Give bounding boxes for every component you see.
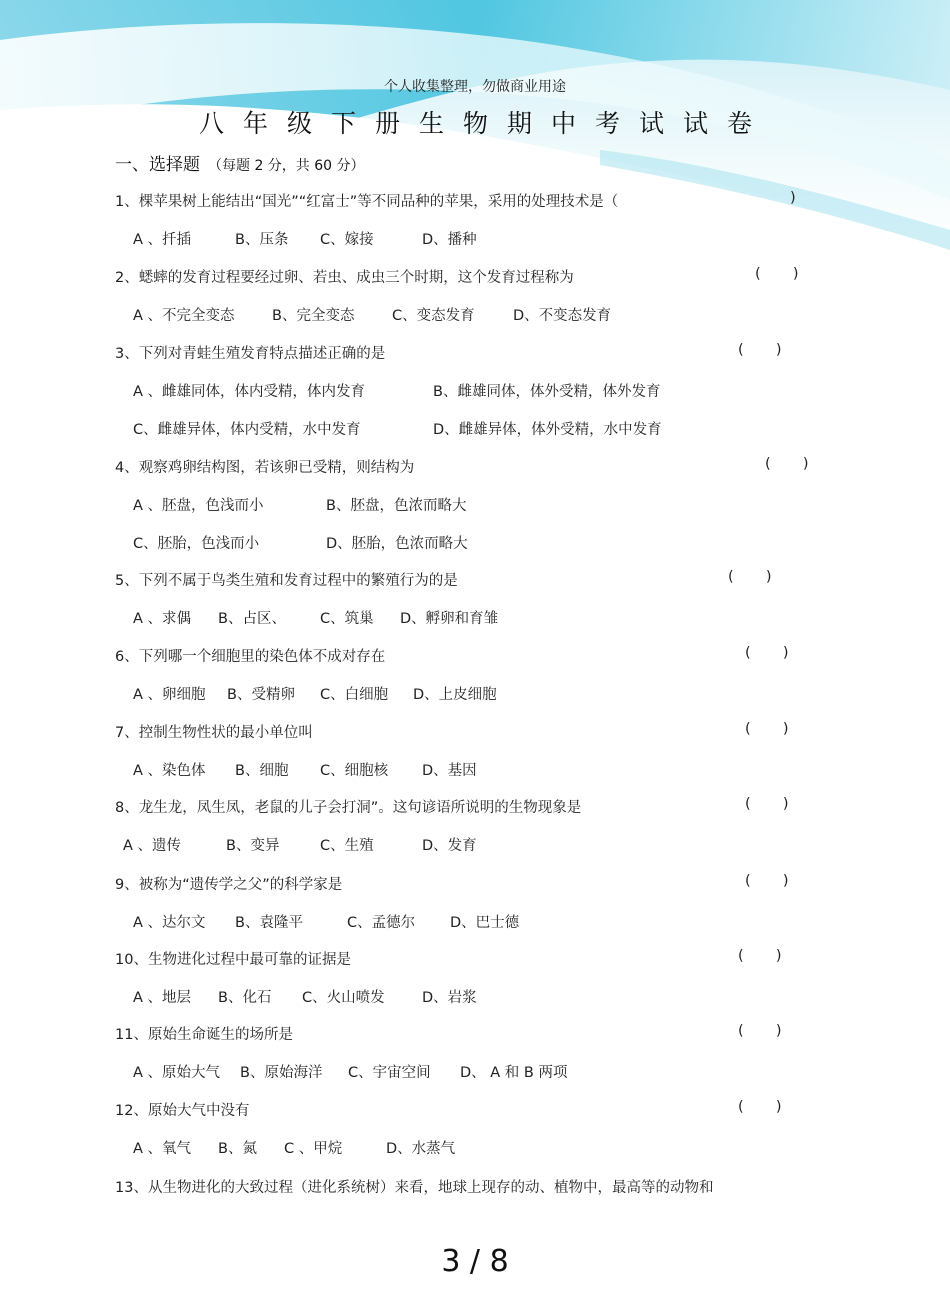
answer-option: A 、染色体 (133, 763, 206, 779)
question-text: 6、下列哪一个细胞里的染色体不成对存在 (115, 649, 386, 665)
answer-blank: ) (790, 190, 796, 206)
answer-option: C、嫁接 (320, 232, 374, 248)
answer-option: D、上皮细胞 (413, 687, 497, 703)
answer-option: D、胚胎，色浓而略大 (326, 536, 468, 552)
answer-option: D、孵卵和育雏 (400, 611, 499, 627)
answer-blank: ( ) (745, 721, 789, 737)
section-heading (115, 150, 365, 175)
answer-option: B、细胞 (235, 763, 289, 779)
answer-option: D、水蒸气 (386, 1141, 456, 1157)
question-text: 12、原始大气中没有 (115, 1103, 250, 1119)
answer-option: B、原始海洋 (240, 1065, 323, 1081)
answer-option: D、岩浆 (422, 990, 477, 1006)
answer-blank: ( ) (728, 569, 772, 585)
question-text: 3、下列对青蛙生殖发育特点描述正确的是 (115, 346, 386, 362)
answer-blank: ( ) (755, 266, 799, 282)
answer-option: B、化石 (218, 990, 272, 1006)
answer-option: A 、卵细胞 (133, 687, 206, 703)
question-text: 5、下列不属于鸟类生殖和发育过程中的繁殖行为的是 (115, 573, 458, 589)
answer-option: B、雌雄同体，体外受精，体外发育 (433, 384, 661, 400)
question-text: 4、观察鸡卵结构图，若该卵已受精，则结构为 (115, 460, 415, 476)
answer-option: D、不变态发育 (513, 308, 612, 324)
answer-option: B、压条 (235, 232, 289, 248)
answer-option: A 、原始大气 (133, 1065, 221, 1081)
answer-blank: ( ) (738, 1023, 782, 1039)
answer-option: D、发育 (422, 838, 477, 854)
page-number: 3 / 8 (441, 1244, 509, 1279)
answer-option: C、孟德尔 (347, 915, 416, 931)
section-note: （每题 2 分，共 60 分） (208, 158, 365, 174)
answer-option: C、雌雄异体，体内受精，水中发育 (133, 422, 361, 438)
answer-option: C 、甲烷 (284, 1141, 343, 1157)
question-text: 10、生物进化过程中最可靠的证据是 (115, 952, 351, 968)
answer-option: C、胚胎，色浅而小 (133, 536, 260, 552)
answer-option: C、筑巢 (320, 611, 374, 627)
answer-option: A 、求偶 (133, 611, 192, 627)
answer-option: C、细胞核 (320, 763, 389, 779)
answer-option: A 、不完全变态 (133, 308, 235, 324)
answer-option: A 、扦插 (133, 232, 192, 248)
answer-option: A 、地层 (133, 990, 192, 1006)
answer-option: A 、遗传 (123, 838, 182, 854)
answer-option: B、完全变态 (272, 308, 355, 324)
answer-option: B、占区、 (218, 611, 286, 627)
header-note: 个人收集整理，勿做商业用途 (384, 79, 566, 95)
question-text: 13、从生物进化的大致过程（进化系统树）来看，地球上现存的动、植物中，最高等的动物和 (115, 1180, 714, 1196)
answer-option: C、变态发育 (392, 308, 475, 324)
section-title: 一、选择题 (115, 155, 200, 175)
question-text: 8、龙生龙，凤生凤，老鼠的儿子会打洞”。这句谚语所说明的生物现象是 (115, 800, 582, 816)
answer-option: A 、胚盘，色浅而小 (133, 498, 264, 514)
answer-option: B、变异 (226, 838, 280, 854)
question-text: 9、被称为“遗传学之父”的科学家是 (115, 877, 343, 893)
answer-option: B、氮 (218, 1141, 257, 1157)
answer-option: A 、达尔文 (133, 915, 206, 931)
answer-option: C、火山喷发 (302, 990, 385, 1006)
answer-blank: ( ) (745, 873, 789, 889)
answer-option: C、白细胞 (320, 687, 389, 703)
question-text: 7、控制生物性状的最小单位叫 (115, 725, 313, 741)
answer-option: B、袁隆平 (235, 915, 303, 931)
answer-option: A 、氧气 (133, 1141, 192, 1157)
answer-blank: ( ) (745, 645, 789, 661)
answer-option: C、宇宙空间 (348, 1065, 431, 1081)
question-text: 2、蟋蟀的发育过程要经过卵、若虫、成虫三个时期，这个发育过程称为 (115, 270, 574, 286)
page-title: 八年级下册生物期中考试试卷 (198, 109, 771, 138)
question-text: 1、棵苹果树上能结出“国光”“红富士”等不同品种的苹果，采用的处理技术是（ (115, 194, 619, 210)
answer-blank: ( ) (745, 796, 789, 812)
answer-blank: ( ) (738, 1099, 782, 1115)
answer-option: D、 A 和 B 两项 (460, 1065, 568, 1081)
answer-option: A 、雌雄同体，体内受精，体内发育 (133, 384, 366, 400)
answer-option: D、播种 (422, 232, 477, 248)
answer-blank: ( ) (765, 456, 809, 472)
answer-option: B、胚盘，色浓而略大 (326, 498, 467, 514)
question-text: 11、原始生命诞生的场所是 (115, 1027, 293, 1043)
answer-option: D、基因 (422, 763, 477, 779)
answer-option: B、受精卵 (227, 687, 295, 703)
answer-blank: ( ) (738, 342, 782, 358)
answer-option: D、雌雄异体，体外受精，水中发育 (433, 422, 662, 438)
answer-option: C、生殖 (320, 838, 374, 854)
answer-blank: ( ) (738, 948, 782, 964)
answer-option: D、巴士德 (450, 915, 520, 931)
